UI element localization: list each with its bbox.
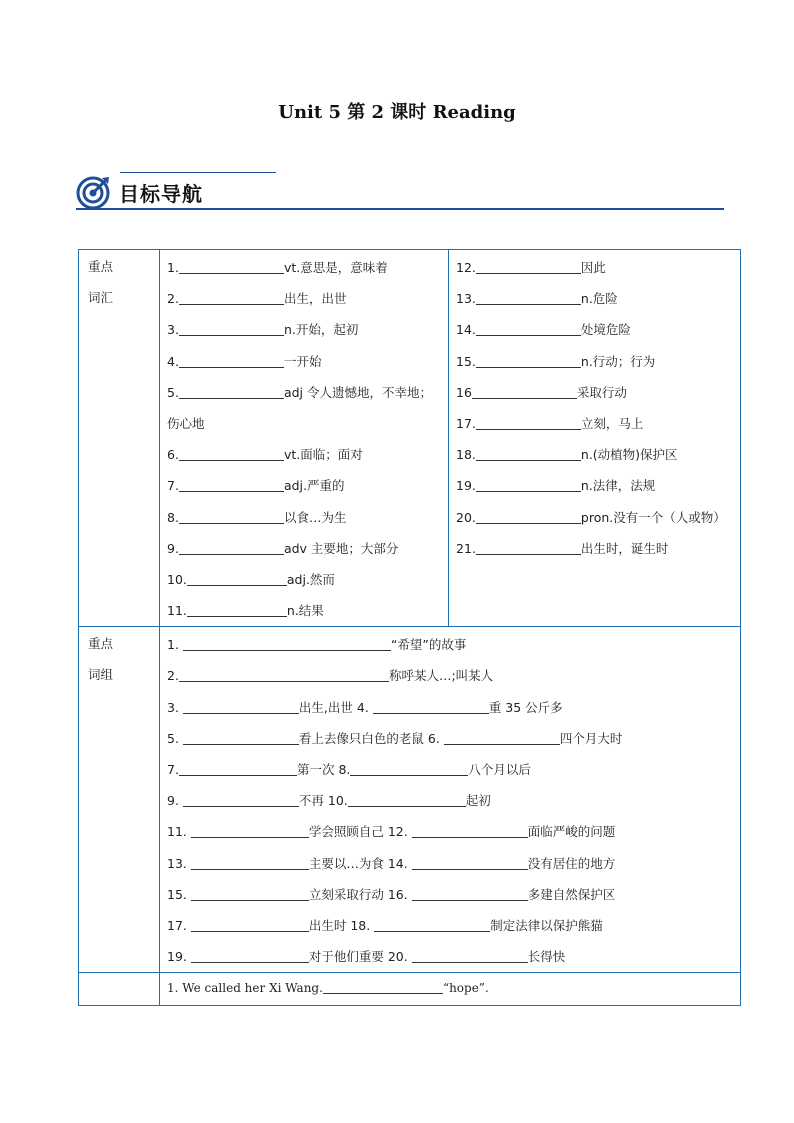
phrases-category-cell: [79, 627, 160, 973]
header-top-rule: [120, 172, 276, 173]
vocab-item: [449, 470, 740, 501]
phrase-item: [160, 910, 740, 941]
item-gloss: 伤心地: [167, 415, 205, 431]
answer-blank[interactable]: [179, 509, 284, 524]
item-gloss: 重 35 公斤多: [488, 699, 563, 715]
item-number: 9.: [167, 540, 179, 556]
answer-blank[interactable]: [374, 917, 490, 932]
item-gloss: 主要以…为食: [308, 855, 384, 871]
answer-blank[interactable]: [179, 353, 284, 368]
category-label: 重点: [88, 636, 114, 652]
item-gloss: vt.意思是，意味着: [283, 260, 388, 275]
item-gloss: 因此: [580, 260, 606, 275]
item-gloss: 长得快: [527, 949, 566, 965]
item-gloss: adj.然而: [286, 571, 335, 587]
category-label: 词汇: [88, 290, 114, 305]
item-gloss: n.(动植物)保护区: [580, 447, 678, 463]
answer-blank[interactable]: [412, 948, 528, 963]
phrase-item: [160, 879, 740, 910]
item-gloss: pron.没有一个（人或物）: [580, 509, 726, 525]
vocab-item: [160, 595, 448, 626]
answer-blank[interactable]: [476, 415, 581, 430]
phrases-column: [160, 627, 741, 973]
item-gloss: 不再: [298, 793, 324, 809]
answer-blank[interactable]: [191, 948, 309, 963]
item-number: 17.: [456, 415, 476, 431]
item-gloss: 出生，出世: [283, 291, 347, 307]
item-gloss: 学会照顾自己: [308, 824, 384, 840]
item-gloss: n.开始，起初: [283, 322, 359, 338]
item-gloss: adv 主要地；大部分: [283, 540, 399, 556]
answer-blank[interactable]: [444, 730, 560, 745]
item-gloss: 出生,出世: [298, 699, 353, 715]
vocab-item: [160, 408, 448, 439]
vocab-item: [449, 314, 740, 345]
item-number: 14.: [456, 322, 476, 338]
item-gloss: 采取行动: [576, 384, 627, 400]
item-number: 3.: [167, 699, 183, 715]
item-number: 11.: [167, 824, 191, 840]
item-number: 12.: [456, 260, 476, 275]
answer-blank[interactable]: [191, 855, 309, 870]
answer-blank[interactable]: [183, 699, 299, 714]
vocab-item: [449, 439, 740, 470]
item-gloss: 八个月以后: [468, 762, 531, 777]
answer-blank[interactable]: [348, 792, 466, 807]
item-number: 21.: [456, 540, 476, 556]
answer-blank[interactable]: [179, 446, 284, 461]
answer-blank[interactable]: [476, 509, 581, 524]
category-label: 词组: [88, 667, 114, 683]
item-number: 9.: [167, 793, 183, 809]
vocab-item: [160, 564, 448, 595]
item-number: 19.: [167, 949, 191, 965]
answer-blank[interactable]: [179, 290, 284, 305]
item-number: 10.: [167, 571, 187, 587]
item-number: 8.: [167, 509, 179, 525]
item-number: 2.: [167, 668, 179, 684]
answer-blank[interactable]: [476, 477, 581, 492]
page-title: Unit 5 第 2 课时 Reading: [278, 102, 516, 123]
item-gloss: 起初: [465, 793, 491, 809]
answer-blank[interactable]: [179, 540, 284, 555]
answer-blank[interactable]: [476, 540, 581, 555]
sentence-text: We called her Xi Wang.: [182, 981, 323, 996]
item-number: 16: [456, 384, 472, 400]
item-number: 7.: [167, 478, 179, 494]
item-number: 20.: [387, 949, 412, 965]
answer-blank[interactable]: [412, 886, 528, 901]
item-number: 18.: [350, 917, 375, 933]
vocab-item: [449, 533, 740, 564]
vocab-item: [449, 346, 740, 377]
answer-blank[interactable]: [179, 667, 389, 682]
item-gloss: 看上去像只白色的老鼠: [298, 730, 424, 746]
item-number: 13.: [167, 855, 191, 871]
item-number: 15.: [167, 886, 191, 902]
phrase-item: [160, 848, 740, 879]
vocab-item: [160, 533, 448, 564]
item-gloss: vt.面临；面对: [283, 447, 363, 463]
answer-blank[interactable]: [179, 259, 284, 274]
item-number: 8.: [338, 762, 351, 777]
vocab-item: [160, 314, 448, 345]
vocab-item: [449, 252, 740, 283]
vocab-row: [79, 250, 741, 627]
answer-blank[interactable]: [412, 855, 528, 870]
vocab-item: [449, 502, 740, 533]
sentence-item: [160, 973, 740, 1004]
item-gloss: n.法律，法规: [580, 478, 656, 494]
item-number: 11.: [167, 603, 187, 619]
item-gloss: 第一次: [296, 762, 335, 777]
item-number: 7.: [167, 762, 179, 777]
vocab-right-column: [449, 250, 741, 627]
answer-blank[interactable]: [412, 823, 528, 838]
answer-blank[interactable]: [476, 446, 581, 461]
answer-blank[interactable]: [187, 602, 287, 617]
item-gloss: 多建自然保护区: [527, 886, 616, 902]
item-number: 13.: [456, 291, 476, 307]
item-number: 1.: [167, 260, 179, 275]
answer-blank[interactable]: [183, 792, 299, 807]
answer-blank[interactable]: [476, 321, 581, 336]
answer-blank[interactable]: [191, 917, 309, 932]
item-gloss: “希望”的故事: [390, 637, 467, 653]
item-gloss: 处境危险: [580, 322, 631, 338]
vocab-category-cell: [79, 250, 160, 627]
vocab-item: [160, 470, 448, 501]
item-number: 16.: [387, 886, 412, 902]
answer-blank[interactable]: [183, 730, 299, 745]
vocab-item: [160, 346, 448, 377]
item-number: 19.: [456, 478, 476, 494]
item-number: 14.: [387, 855, 412, 871]
item-number: 12.: [387, 824, 412, 840]
category-label: 重点: [88, 259, 114, 274]
worksheet-table: [78, 249, 741, 1006]
item-number: 6.: [427, 730, 444, 746]
item-number: 1.: [167, 637, 183, 653]
phrases-row: [79, 627, 741, 973]
sentences-row: [79, 973, 741, 1005]
item-number: 1.: [167, 981, 183, 996]
item-gloss: 出生时，诞生时: [580, 540, 669, 556]
item-gloss: adj 令人遗憾地，不幸地；: [283, 384, 432, 400]
phrase-item: [160, 629, 740, 660]
item-gloss: n.危险: [580, 291, 618, 307]
item-gloss: 以食…为生: [283, 509, 347, 525]
phrase-item: [160, 754, 740, 785]
item-number: 17.: [167, 917, 191, 933]
item-gloss: 出生时: [308, 917, 347, 933]
vocab-item: [449, 377, 740, 408]
vocab-item: [160, 283, 448, 314]
vocab-item: [160, 377, 448, 408]
answer-blank[interactable]: [191, 823, 309, 838]
phrase-item: [160, 723, 740, 754]
answer-blank[interactable]: [476, 290, 581, 305]
target-icon: [76, 176, 110, 210]
item-number: 4.: [356, 699, 373, 715]
answer-blank[interactable]: [179, 321, 284, 336]
sentences-column: [160, 973, 741, 1005]
item-number: 10.: [327, 793, 348, 809]
answer-blank[interactable]: [350, 761, 468, 776]
answer-blank[interactable]: [179, 384, 284, 399]
item-gloss: 没有居住的地方: [527, 855, 616, 871]
item-gloss: n.行动；行为: [580, 353, 656, 369]
item-gloss: 制定法律以保护熊猫: [490, 917, 603, 933]
answer-blank[interactable]: [191, 886, 309, 901]
answer-blank[interactable]: [179, 761, 297, 776]
item-number: 20.: [456, 509, 476, 525]
vocab-item: [160, 502, 448, 533]
item-gloss: n.结果: [286, 603, 324, 619]
answer-blank[interactable]: [323, 979, 443, 994]
item-number: 3.: [167, 322, 179, 338]
item-gloss: 一开始: [283, 353, 322, 369]
item-gloss: 四个月大时: [559, 730, 623, 746]
item-gloss: 立刻采取行动: [308, 886, 384, 902]
answer-blank[interactable]: [183, 636, 391, 651]
item-number: 2.: [167, 291, 179, 307]
vocab-item: [160, 252, 448, 283]
item-gloss: adj.严重的: [283, 478, 345, 494]
item-gloss: 对于他们重要: [308, 949, 384, 965]
vocab-item: [449, 408, 740, 439]
vocab-item: [449, 283, 740, 314]
phrase-item: [160, 941, 740, 972]
item-number: 6.: [167, 447, 179, 463]
answer-blank[interactable]: [472, 384, 577, 399]
phrase-item: [160, 660, 740, 691]
phrase-item: [160, 785, 740, 816]
vocab-item: [160, 439, 448, 470]
item-number: 18.: [456, 447, 476, 463]
item-gloss: 立刻，马上: [580, 415, 644, 431]
answer-blank[interactable]: [179, 477, 284, 492]
item-number: 5.: [167, 384, 179, 400]
vocab-left-column: [160, 250, 449, 627]
answer-blank[interactable]: [373, 699, 489, 714]
answer-blank[interactable]: [187, 571, 287, 586]
item-number: 4.: [167, 353, 179, 369]
answer-blank[interactable]: [476, 259, 581, 274]
section-title: 目标导航: [119, 182, 203, 206]
phrase-item: [160, 692, 740, 723]
header-underline: [76, 208, 724, 210]
item-gloss: 称呼某人…;叫某人: [388, 668, 494, 684]
item-gloss: 面临严峻的问题: [527, 824, 616, 840]
section-header-nav: [76, 168, 724, 212]
item-number: 5.: [167, 730, 183, 746]
answer-blank[interactable]: [476, 353, 581, 368]
item-number: 15.: [456, 353, 476, 369]
phrase-item: [160, 816, 740, 847]
sentence-text: “hope”.: [442, 981, 489, 996]
sentences-category-cell: [79, 973, 160, 1005]
